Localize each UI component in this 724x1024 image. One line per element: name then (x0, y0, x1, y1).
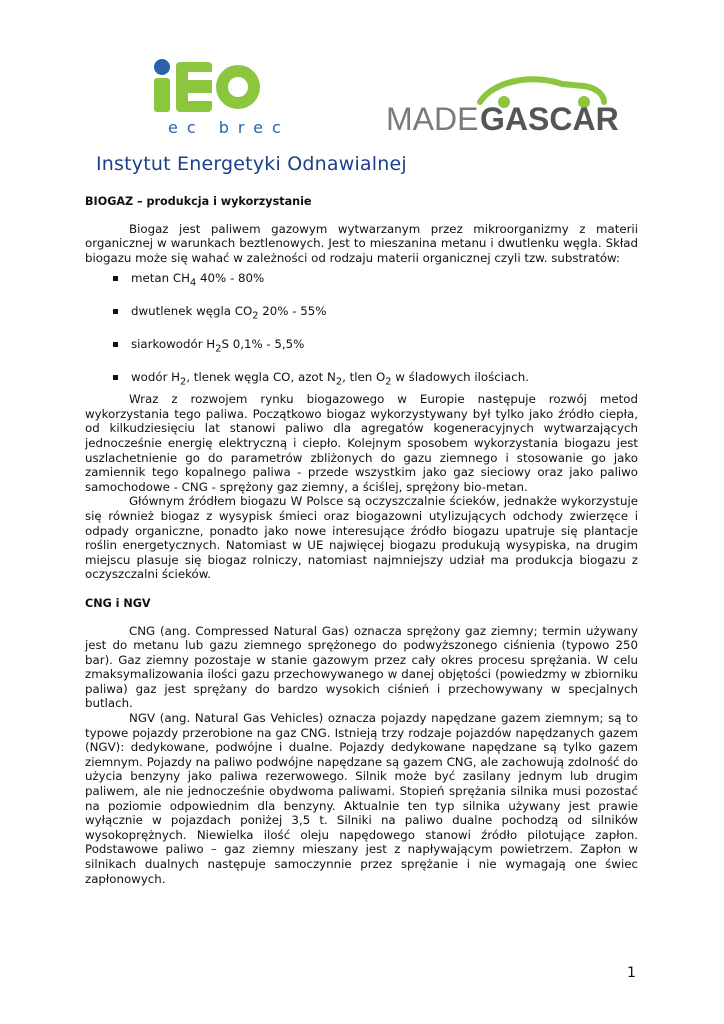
list-item: siarkowodór $H_2S$ 0,1% - 5,5% (85, 337, 638, 357)
biogaz-paragraph-2: Wraz z rozwojem rynku biogazowego w Europie następuje rozwój metod wykorzystania tego paliwa. Początkowo biogaz wykorzystywany był tylko jako źródło ciepła, od kilkudziesięciu lat stanowi paliwo dla agregatów kogeneracyjnych wytwarzających jednocześnie energię elektryczną i ciepło. Kolejnym sposobem wykorzystania biogazu jest uszlachetnienie go do parametrów zbliżonych do gazu ziemnego i stosowanie go jako zamiennik tego kopalnego paliwa - przede wszystkim jako gaz sieciowy oraz jako paliwo samochodowe - CNG - sprężony gaz ziemny, a ściślej, sprężony bio-metan. (85, 392, 638, 494)
madegascar-text-a: MADE (386, 101, 479, 137)
section-heading-cng: CNG i NGV (85, 596, 151, 610)
ieo-subtitle: ec brec (168, 118, 290, 137)
list-item: dwutlenek węgla $CO_2$ 20% - 55% (85, 304, 638, 324)
page-header (0, 0, 724, 185)
cng-paragraph-2: NGV (ang. Natural Gas Vehicles) oznacza pojazdy napędzane gazem ziemnym; są to typowe pojazdy przerobione na gaz CNG. Istnieją trzy rodzaje pojazdów napędzanych gazem (NGV): dedykowane, podwójne i dualne. Pojazdy dedykowane napędzane są tylko gazem ziemnym. Pojazdy na paliwo podwójne napędzane są gazem CNG, ale zachowują zdolność do użycia benzyny jako paliwa rezerwowego. Silnik może być zasilany jednym lub drugim paliwem, ale nie jednocześnie obydwoma paliwami. Stopień sprężania silnika musi pozostać na poziomie odpowiednim dla benzyny. Aktualnie ten typ silnika używany jest prawie wyłącznie w pojazdach poniżej 3,5 t. Silniki na paliwo dualne pochodzą od silników wysokoprężnych. Niewielka ilość oleju napędowego stanowi źródło pilotujące zapłon. Podstawowe paliwo – gaz ziemny mieszany jest z napływającym powietrzem. Zapłon w silnikach dualnych następuje samoczynnie przez sprężanie i nie wymagają one świec zapłonowych. (85, 711, 638, 886)
page-number: 1 (627, 965, 636, 981)
biogaz-paragraph-3: Głównym źródłem biogazu W Polsce są oczyszczalnie ścieków, jednakże wykorzystuje się również biogaz z wysypisk śmieci oraz biogazowni utylizujących odchody zwierzęce i odpady organiczne, ponadto jako nowe interesujące źródło biogazu upatruje się plantacje roślin energetycznych. Natomiast w UE najwięcej biogazu produkują wysypiska, na drugim miejscu plasuje się biogaz rolniczy, natomiast najmniejszy udział ma produkcja biogazu z oczyszczalni ścieków. (85, 494, 638, 582)
list-item: wodór $H_2$, tlenek węgla CO, azot $N_2$, tlen $O_2$ w śladowych ilościach. (85, 370, 638, 390)
list-item: metan $CH_4$ 40% - 80% (85, 271, 638, 291)
madegascar-text-b: GASCAR (480, 101, 619, 137)
ieo-logo (150, 58, 262, 114)
ieo-institute-name: Instytut Energetyki Odnawialnej (96, 153, 407, 175)
cng-paragraph-1: CNG (ang. Compressed Natural Gas) oznacza sprężony gaz ziemny; termin używany jest do metanu lub gazu ziemnego sprężonego do podwyższonego ciśnienia (typowo 250 bar). Gaz ziemny pozostaje w stanie gazowym przez cały okres procesu sprężania. W celu zmaksymalizowania ilości gazu przechowywanego w danej objętości (powiedzmy w zbiorniku paliwa) gaz jest sprężany do bardzo wysokich ciśnień i przechowywany w specjalnych butlach. (85, 623, 638, 711)
substrate-list (85, 271, 638, 390)
document-body (85, 195, 638, 886)
madegascar-logo (384, 72, 624, 152)
biogaz-intro-paragraph: Biogaz jest paliwem gazowym wytwarzanym przez mikroorganizmy z materii organicznej w warunkach beztlenowych. Jest to mieszanina metanu i dwutlenku węgla. Skład biogazu może się wahać w zależności od rodzaju materii organicznej czyli tzw. substratów: (85, 221, 638, 265)
section-heading-biogaz: BIOGAZ – produkcja i wykorzystanie (85, 195, 312, 208)
